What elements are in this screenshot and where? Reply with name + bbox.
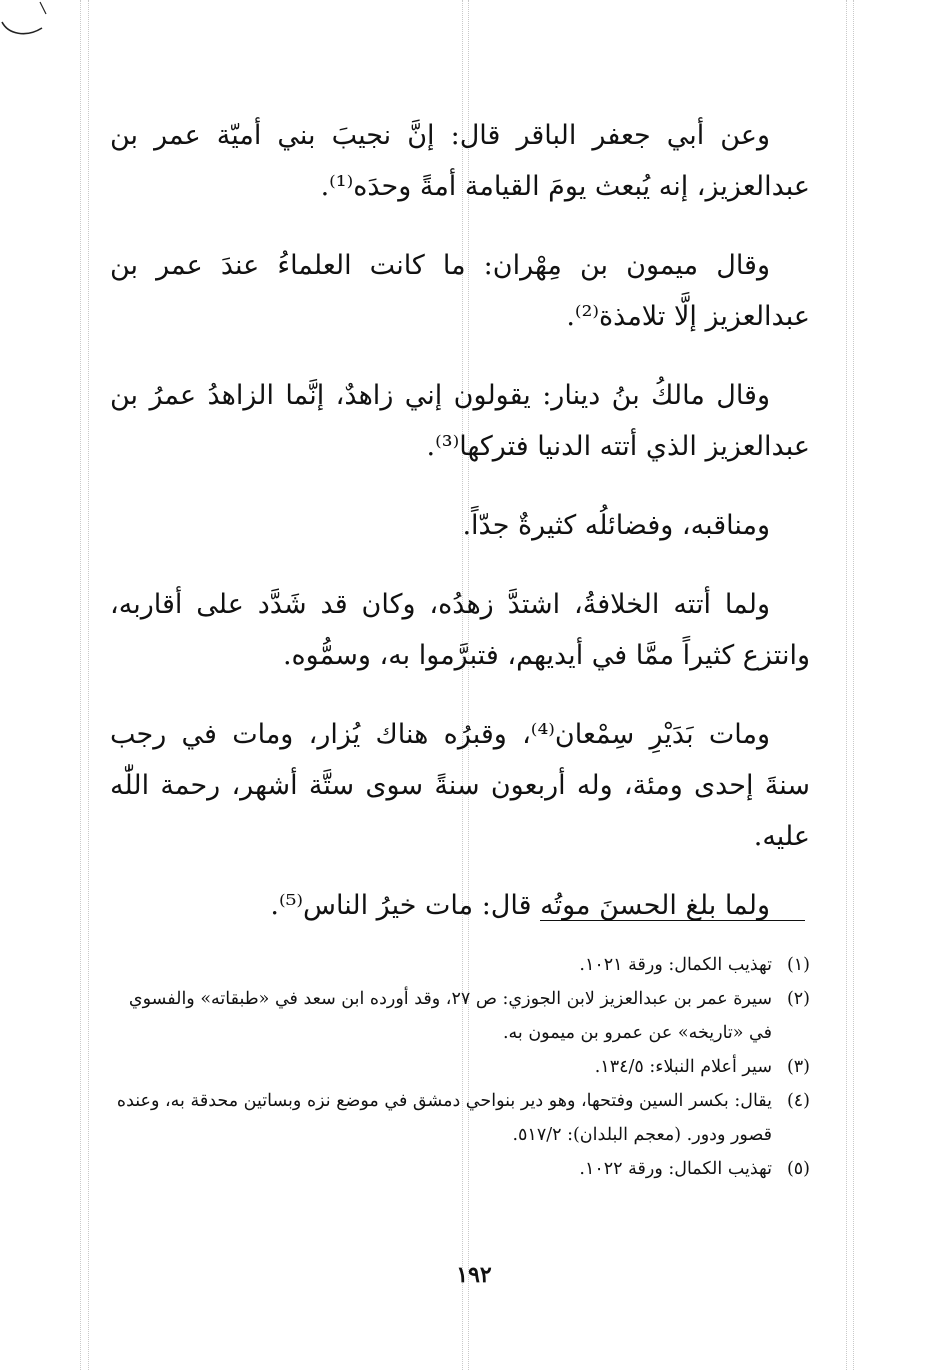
footnote-text: سير أعلام النبلاء: ١٣٤/٥. [594, 1057, 772, 1077]
footnote [106, 1152, 810, 1186]
footnote [106, 1050, 810, 1084]
main-text [110, 110, 810, 959]
scan-guide-line [846, 0, 847, 1370]
footnote-number: (٤) [786, 1091, 810, 1111]
footnote-number: (١) [786, 955, 810, 975]
footnote-text: سيرة عمر بن عبدالعزيز لابن الجوزي: ص ٢٧، وقد أورده ابن سعد في «طبقاته» والفسوي في «تاريخه» عن عمرو بن ميمون به. [128, 989, 772, 1043]
paragraph: ومات بَدَيْرِ سِمْعان⁽⁴⁾، وقبرُه هناك يُزار، ومات في رجب سنةَ إحدى ومئة، وله أربعون سنةً سوى ستَّة أشهر، رحمة اللّٰه عليه. [110, 719, 810, 852]
paragraph: ولما أتته الخلافةُ، اشتدَّ زهدُه، وكان قد شَدَّد على أقاربه، وانتزع كثيراً ممَّا في أيديهم، فتبرَّموا به، وسمُّوه. [110, 589, 810, 671]
paragraph: ومناقبه، وفضائلُه كثيرةٌ جدّاً. [462, 510, 770, 541]
paragraph: وقال ميمون بن مِهْران: ما كانت العلماءُ عندَ عمر بن عبدالعزيز إلَّا تلامذة⁽²⁾. [110, 250, 810, 332]
footnote-text: تهذيب الكمال: ورقة ١٠٢١. [579, 955, 772, 975]
footnote-number: (٣) [786, 1057, 810, 1077]
footnote-number: (٥) [786, 1159, 810, 1179]
footnote [106, 948, 810, 982]
scan-guide-line [853, 0, 854, 1370]
paragraph: وعن أبي جعفر الباقر قال: إنَّ نجيبَ بني أميّة عمر بن عبدالعزيز، إنه يُبعث يومَ القيامة أمةً وحدَه⁽¹⁾. [110, 120, 810, 202]
scan-guide-line [80, 0, 81, 1370]
page-corner-mark [0, 0, 48, 40]
footnote-text: يقال: بكسر السين وفتحها، وهو دير بنواحي دمشق في موضع نزه وبساتين محدقة به، وعنده قصور ودور. (معجم البلدان): ٥١٧/٢. [116, 1091, 772, 1145]
scan-guide-line [88, 0, 89, 1370]
footnote [106, 1084, 810, 1152]
footnote [106, 982, 810, 1050]
footnote-number: (٢) [786, 989, 810, 1009]
footnote-text: تهذيب الكمال: ورقة ١٠٢٢. [579, 1159, 772, 1179]
page-number: ١٩٢ [456, 1262, 492, 1288]
paragraph: ولما بلغ الحسنَ موتُه قال: مات خيرُ الناس⁽⁵⁾. [270, 890, 770, 921]
footnote-separator [540, 920, 805, 921]
paragraph: وقال مالكُ بنُ دينار: يقولون إني زاهدٌ، إنَّما الزاهدُ عمرُ بن عبدالعزيز الذي أتته الدنيا فتركها⁽³⁾. [110, 380, 810, 462]
footnotes [106, 948, 810, 1186]
